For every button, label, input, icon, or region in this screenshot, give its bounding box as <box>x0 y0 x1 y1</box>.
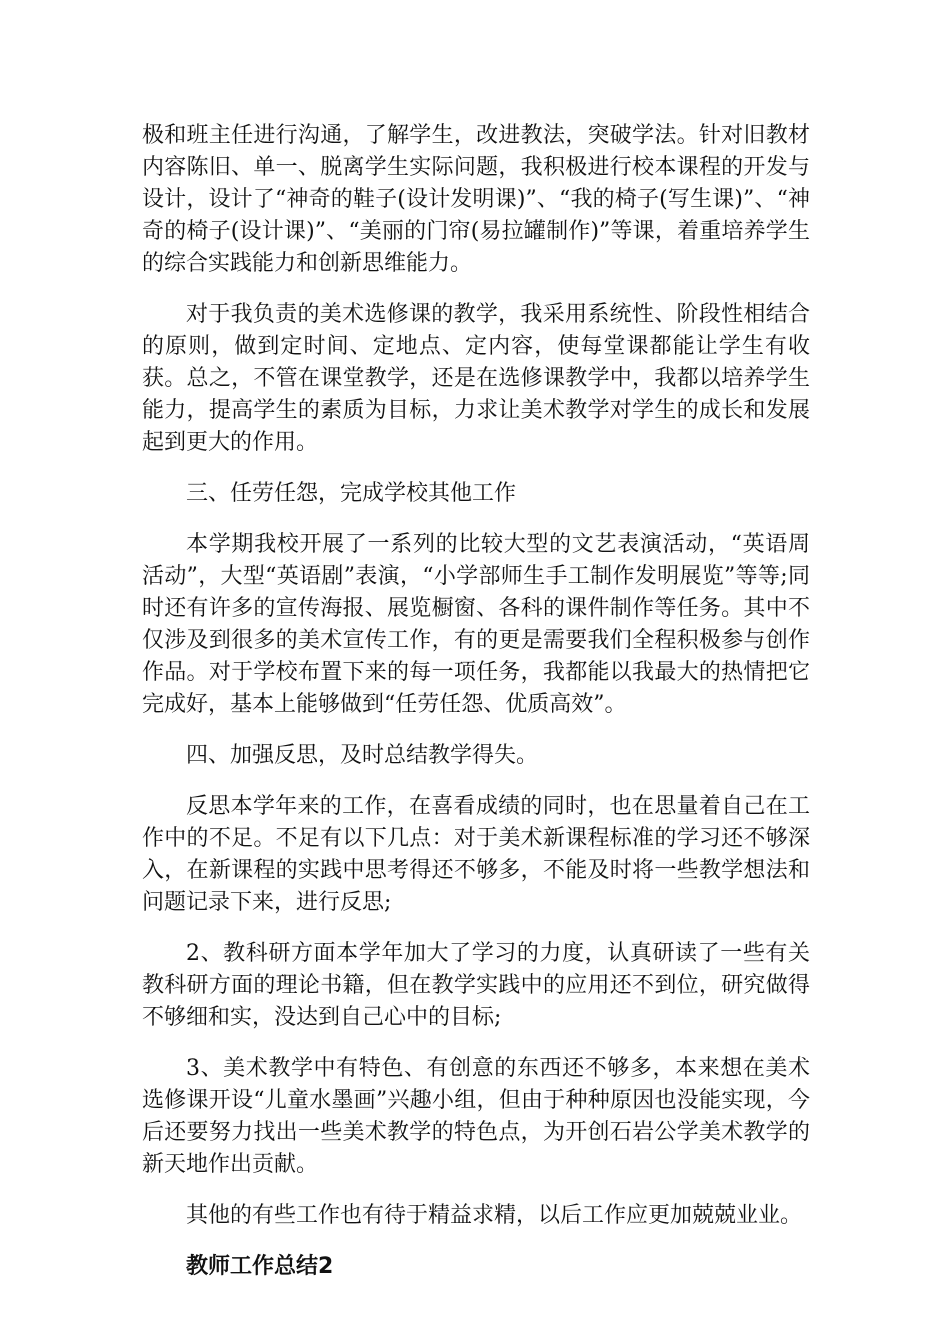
document-body <box>142 120 810 1283</box>
paragraph-continuation: 极和班主任进行沟通，了解学生，改进教法，突破学法。针对旧教材内容陈旧、单一、脱离学生实际问题，我积极进行校本课程的开发与设计，设计了“神奇的鞋子(设计发明课)”、“我的椅子(写生课)”、“神奇的椅子(设计课)”、“美丽的门帘(易拉罐制作)”等课，着重培养学生的综合实践能力和创新思维能力。 <box>142 123 810 276</box>
paragraph-reflection: 反思本学年来的工作，在喜看成绩的同时，也在思量着自己在工作中的不足。不足有以下几点：对于美术新课程标准的学习还不够深入，在新课程的实践中思考得还不够多，不能及时将一些教学想法和问题记录下来，进行反思; <box>142 794 810 915</box>
section-heading-three: 三、任劳任怨，完成学校其他工作 <box>186 481 517 506</box>
paragraph-closing: 其他的有些工作也有待于精益求精，以后工作应更加兢兢业业。 <box>186 1203 803 1228</box>
section-heading-four: 四、加强反思，及时总结教学得失。 <box>186 743 539 768</box>
paragraph-elective-course: 对于我负责的美术选修课的教学，我采用系统性、阶段性相结合的原则，做到定时间、定地点、定内容，使每堂课都能让学生有收获。总之，不管在课堂教学，还是在选修课教学中，我都以培养学生能力，提高学生的素质为目标，力求让美术教学对学生的成长和发展起到更大的作用。 <box>142 302 810 455</box>
paragraph-point-2: 2、教科研方面本学年加大了学习的力度，认真研读了一些有关教科研方面的理论书籍，但在教学实践中的应用还不到位，研究做得不够细和实，没达到自己心中的目标; <box>142 941 810 1030</box>
paragraph-point-3: 3、美术教学中有特色、有创意的东西还不够多，本来想在美术选修课开设“儿童水墨画”兴趣小组，但由于种种原因也没能实现，今后还要努力找出一些美术教学的特色点，为开创石岩公学美术教学的新天地作出贡献。 <box>142 1056 810 1177</box>
paragraph-school-activities: 本学期我校开展了一系列的比较大型的文艺表演活动，“英语周活动”，大型“英语剧”表演，“小学部师生手工制作发明展览”等等;同时还有许多的宣传海报、展览橱窗、各科的课件制作等任务。其中不仅涉及到很多的美术宣传工作，有的更是需要我们全程积极参与创作作品。对于学校布置下来的每一项任务，我都能以我最大的热情把它完成好，基本上能够做到“任劳任怨、优质高效”。 <box>142 532 810 717</box>
document-title-2: 教师工作总结2 <box>186 1254 334 1279</box>
